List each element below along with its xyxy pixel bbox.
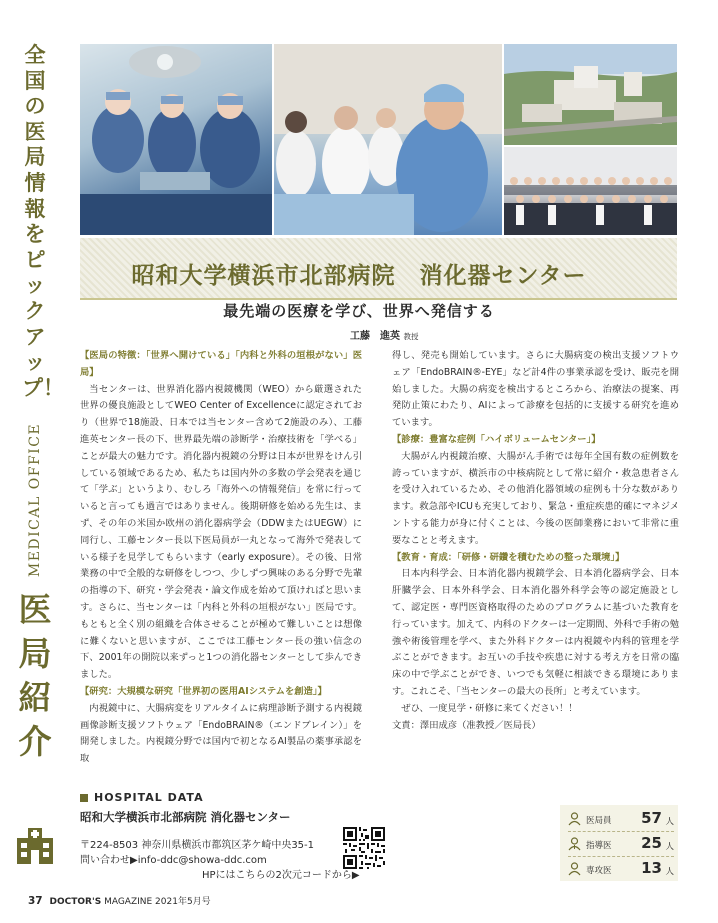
- article-credit: 文責：澤田成彦（准教授／医局長）: [392, 719, 541, 731]
- stat-label: 専攻医: [586, 866, 612, 876]
- article-left-column: [80, 348, 362, 788]
- body-paragraph: 内視鏡中に、大腸病変をリアルタイムに病理診断予測する内視鏡画像診断支援ソフトウェア「EndoBRAIN®（エンドブレイン）」を開発しました。内視鏡分野では国内で初となるAI製品の薬事承認を取: [80, 702, 362, 765]
- stat-unit: 人: [665, 867, 674, 877]
- stat-unit: 人: [665, 842, 674, 852]
- staff-person-icon: [568, 812, 581, 826]
- body-paragraph: 大腸がん内視鏡治療、大腸がん手術では毎年全国有数の症例数を誇っていますが、横浜市の中核病院として常に紹介・救急患者さんを受け入れているため、その他消化器領域の症例も十分な数があります。救急部やICUも充実しており、緊急・重症疾患的確にマネジメントする能力が身に付くことは、今後の医師業務において非常に重要なことと考えます。: [392, 450, 679, 546]
- photo-surgeons-endoscopy: [80, 44, 272, 235]
- author-title: 教授: [403, 332, 419, 341]
- section-jp-title: 医局紹介: [18, 590, 52, 761]
- hospital-address: 〒224-8503 神奈川県横浜市都筑区茅ケ崎中央35-1: [80, 840, 315, 851]
- section-heading: 【診療：豊富な症例「ハイボリュームセンター」】: [392, 433, 601, 445]
- stat-label: 指導医: [586, 841, 612, 851]
- divider: [568, 856, 674, 857]
- sidebar-tagline: 全国の医局情報をピックアップ！: [22, 42, 64, 400]
- body-paragraph: ぜひ、一度見学・研修に来てください！！: [401, 702, 578, 714]
- article-title: 昭和大学横浜市北部病院 消化器センター: [131, 263, 587, 289]
- photo-hospital-aerial: [504, 44, 677, 145]
- staff-stats: [560, 805, 678, 881]
- stat-row: [568, 834, 674, 854]
- qr-note: HPにはこちらの2次元コードから▶: [202, 870, 360, 881]
- stat-value: 13: [641, 859, 662, 877]
- page-footer: [28, 894, 211, 908]
- hospital-data-header: [80, 790, 480, 806]
- square-bullet-icon: [80, 794, 88, 802]
- hospital-building-icon: [17, 828, 53, 864]
- author-byline: [350, 327, 418, 342]
- hospital-data-label: HOSPITAL DATA: [94, 791, 204, 804]
- hospital-contact: 問い合わせ▶info-ddc@showa-ddc.com: [80, 855, 267, 866]
- section-en-label: [16, 400, 54, 600]
- instructor-person-icon: [568, 837, 581, 851]
- section-en-text: MEDICAL OFFICE: [27, 422, 43, 578]
- hospital-name: 昭和大学横浜市北部病院 消化器センター: [80, 810, 291, 824]
- article-right-column: [392, 348, 679, 734]
- photo-staff-group: [504, 147, 677, 235]
- section-heading: 【研究：大規模な研究「世界初の医用AIシステムを創造」】: [80, 685, 327, 697]
- divider: [568, 831, 674, 832]
- stat-unit: 人: [665, 817, 674, 827]
- magazine-name: DOCTOR'S: [49, 897, 102, 907]
- magazine-issue: MAGAZINE 2021年5月号: [104, 897, 211, 907]
- author-name: 工藤 進英: [350, 331, 400, 342]
- sidebar: [0, 0, 70, 890]
- stat-row: [568, 859, 674, 879]
- stat-row: [568, 809, 674, 829]
- photo-collage: [80, 44, 677, 235]
- page-number: 37: [28, 895, 43, 907]
- resident-person-icon: [568, 862, 581, 876]
- body-paragraph: 当センターは、世界消化器内視鏡機関（WEO）から厳選された世界の優良施設としてWEO Center of Excellenceに認定されており（世界で18施設、日本では当センター含めて2施設のみ）、工藤進英センター長の下、世界最先端の診断学・治療技術を「学べる」ことが最大の魅力です。消化器内視鏡の分野は日本が世界をけん引している領域であるため、私たちは国内外の多数の学会発表を通じて「学ぶ」というより、むしろ「海外への情報発信」を常に行っていると言っても過言ではありません。後期研修を始める先生は、まず、その年の米国か欧州の消化器病学会（DDWまたはUEGW）に同行し、工藤センター長以下医局員が一丸となって海外で発表している様子を見学してもらいます（early exposure）。その後、日常業務の中で全般的な研修をしつつ、少しずつ興味のある分野で先輩の指導の下、研究・学会発表・論文作成を始めて頂ければと思います。さらに、当センターは「内科と外科の垣根がない」医局です。もともと全く別の組織を合体させることが極めて難しいことは想像に難くないと思いますが、ここでは工藤センター長の強い信念の下、2001年の開院以来ずっと1つの消化器センターとして歩んできました。: [80, 383, 362, 681]
- stat-value: 57: [641, 809, 662, 827]
- article-subtitle: 最先端の医療を学び、世界へ発信する: [223, 302, 495, 320]
- stat-label: 医局員: [586, 816, 612, 826]
- qr-code-icon: [343, 827, 385, 869]
- section-heading: 【医局の特徴：「世界へ開けている」「内科と外科の垣根がない」医局】: [80, 350, 362, 378]
- photo-physicians-ward: [274, 44, 502, 235]
- stat-value: 25: [641, 834, 662, 852]
- body-paragraph: 日本内科学会、日本消化器内視鏡学会、日本消化器病学会、日本肝臓学会、日本外科学会、日本消化器外科学会等の認定施設として、認定医・専門医資格取得のためのプログラムに基づいた教育を行っています。加えて、内科のドクターは一定期間、外科で手術の勉強や術後管理を学べ、また外科ドクターは内視鏡や内科的管理を学ぶことができます。お互いの手技や疾患に対する考え方を日常の臨床の中で学ぶことができ、いつでも気軽に相談できる環境にあります。これこそ、「当センターの最大の長所」と考えています。: [392, 568, 679, 697]
- body-paragraph-continued: 得し、発売も開始しています。さらに大腸病変の検出支援ソフトウェア「EndoBRAIN®-EYE」など計4件の事業承認を受け、販売を開始しました。大腸の病変を検出するところから、治療法の提案、再発防止策にわたり、AIによって診療を包括的に支援する研究を進めています。: [392, 350, 679, 429]
- section-heading: 【教育・育成：「研修・研鑽を積むための整った環境」】: [392, 551, 625, 563]
